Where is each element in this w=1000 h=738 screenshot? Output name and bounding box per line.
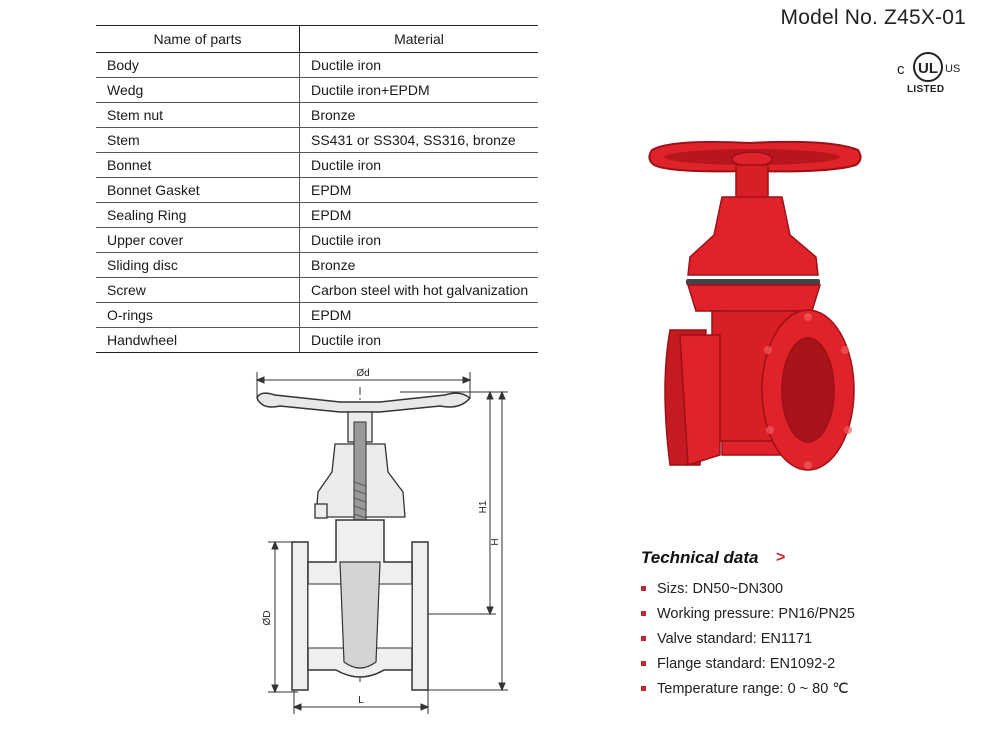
list-item (641, 626, 855, 651)
dimension-label-D: ØD (262, 610, 273, 626)
spec-text: Working pressure: PN16/PN25 (657, 605, 855, 622)
part-material: Ductile iron (300, 153, 539, 178)
list-item (641, 651, 855, 676)
technical-data-title: Technical data (641, 548, 759, 567)
table-row (96, 103, 538, 128)
wedge-section (340, 562, 380, 668)
table-row (96, 303, 538, 328)
table-row (96, 128, 538, 153)
ul-letters: UL (918, 60, 938, 77)
spec-text: Temperature range: 0 ~ 80 ℃ (657, 680, 849, 697)
square-bullet-icon (641, 661, 646, 666)
part-material: Bronze (300, 253, 539, 278)
square-bullet-icon (641, 636, 646, 641)
part-material: EPDM (300, 203, 539, 228)
part-name: O-rings (96, 303, 300, 328)
table-row (96, 53, 538, 78)
model-number: Model No. Z45X-01 (780, 6, 966, 29)
table-row (96, 78, 538, 103)
part-name: Bonnet (96, 153, 300, 178)
square-bullet-icon (641, 611, 646, 616)
table-row (96, 228, 538, 253)
part-name: Wedg (96, 78, 300, 103)
part-name: Stem nut (96, 103, 300, 128)
valve-section-drawing (240, 362, 515, 722)
table-row (96, 328, 538, 353)
square-bullet-icon (641, 586, 646, 591)
table-row (96, 253, 538, 278)
part-material: SS431 or SS304, SS316, bronze (300, 128, 539, 153)
dimension-label-d: Ød (356, 368, 370, 379)
dimension-label-H: H (490, 538, 501, 546)
spec-text: Sizs: DN50~DN300 (657, 580, 784, 597)
column-header-name: Name of parts (96, 26, 300, 53)
part-material: Ductile iron (300, 228, 539, 253)
body-icon (665, 285, 854, 470)
part-name: Body (96, 53, 300, 78)
chevron-right-icon: > (776, 549, 786, 566)
ul-us-letters: US (945, 63, 961, 75)
column-header-material: Material (300, 26, 539, 53)
ul-c-letter: c (897, 61, 905, 78)
valve-product-image (640, 135, 880, 505)
table-row (96, 153, 538, 178)
square-bullet-icon (641, 686, 646, 691)
part-name: Sealing Ring (96, 203, 300, 228)
dimension-label-L: L (358, 695, 364, 706)
part-name: Upper cover (96, 228, 300, 253)
dimension-label-H1: H1 (478, 500, 489, 514)
table-row (96, 203, 538, 228)
list-item (641, 576, 855, 601)
parts-table-header (96, 26, 538, 53)
part-name: Screw (96, 278, 300, 303)
ul-listed-label: LISTED (907, 84, 945, 95)
part-name: Stem (96, 128, 300, 153)
parts-table (96, 25, 538, 353)
part-material: Carbon steel with hot galvanization (300, 278, 539, 303)
part-name: Handwheel (96, 328, 300, 353)
part-material: Ductile iron (300, 53, 539, 78)
part-material: Bronze (300, 103, 539, 128)
spec-text: Valve standard: EN1171 (657, 630, 813, 647)
technical-data-list (641, 576, 855, 701)
list-item (641, 676, 855, 701)
part-material: EPDM (300, 303, 539, 328)
part-material: Ductile iron+EPDM (300, 78, 539, 103)
table-row (96, 278, 538, 303)
spec-text: Flange standard: EN1092-2 (657, 655, 836, 672)
part-name: Sliding disc (96, 253, 300, 278)
table-row (96, 178, 538, 203)
gasket-icon (686, 279, 820, 285)
part-name: Bonnet Gasket (96, 178, 300, 203)
list-item (641, 601, 855, 626)
bonnet-icon (688, 165, 818, 275)
handwheel-section (257, 393, 470, 412)
part-material: Ductile iron (300, 328, 539, 353)
part-material: EPDM (300, 178, 539, 203)
